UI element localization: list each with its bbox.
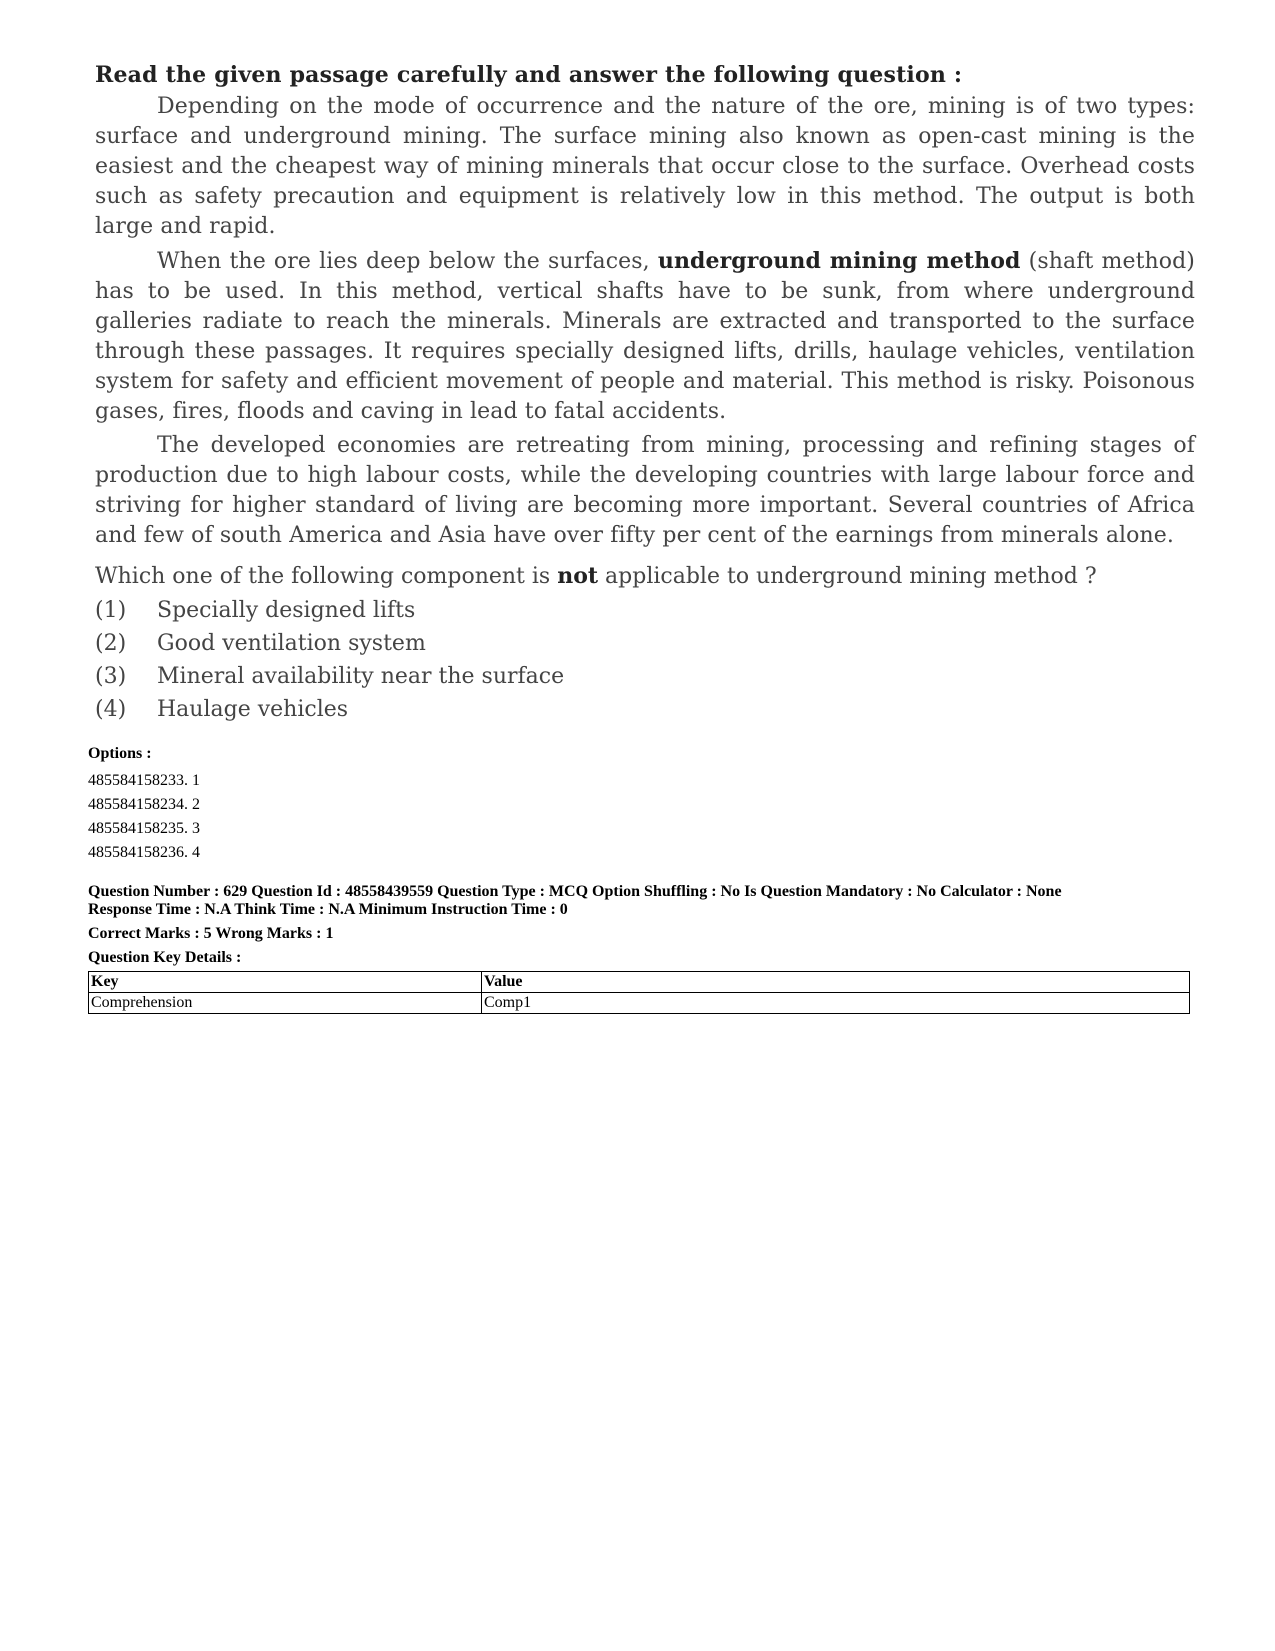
passage-p2-start: When the ore lies deep below the surfaces, bbox=[157, 249, 658, 274]
question-info bbox=[88, 883, 1198, 919]
choice-number: (3) bbox=[95, 663, 127, 689]
choice-number: (1) bbox=[95, 597, 127, 623]
question-text-bold: not bbox=[557, 563, 599, 589]
option-item-2: 485584158234. 2 bbox=[88, 796, 200, 813]
option-item-3: 485584158235. 3 bbox=[88, 820, 200, 837]
choice-4 bbox=[95, 693, 1195, 726]
choice-text: Mineral availability near the surface bbox=[157, 663, 565, 689]
choice-number: (2) bbox=[95, 630, 127, 656]
choice-1 bbox=[95, 594, 1195, 627]
option-item-4: 485584158236. 4 bbox=[88, 844, 200, 861]
key-details-table bbox=[88, 971, 1190, 1014]
passage-paragraph-1: Depending on the mode of occurrence and the nature of the ore, mining is of two types: surface and underground mining. The surface mining also known as open-cast mining is the easiest and the cheapest way of mining minerals that occur close to the surface. Overhead costs such as safety precaution and equipment is relatively low in this method. The output is both large and rapid. bbox=[95, 94, 1195, 239]
question-text bbox=[95, 561, 1195, 592]
options-label: Options : bbox=[88, 745, 152, 762]
choice-text: Specially designed lifts bbox=[157, 597, 416, 623]
question-info-line-1: Question Number : 629 Question Id : 48558439559 Question Type : MCQ Option Shuffling : No Is Question Mandatory : No Calculator : None bbox=[88, 883, 1062, 900]
passage-paragraph-2 bbox=[95, 246, 1195, 427]
table-cell-value: Comp1 bbox=[482, 993, 1190, 1014]
table-header-key: Key bbox=[89, 972, 482, 993]
passage-p2-end: (shaft method) has to be used. In this method, vertical shafts have to be sunk, from where underground galleries radiate to reach the minerals. Minerals are extracted and transported to the surface through these passages. It requires specially designed lifts, drills, haulage vehicles, ventilation system for safety and efficient movement of people and material. This method is risky. Poisonous gases, fires, floods and caving in lead to fatal accidents. bbox=[95, 249, 1195, 424]
marks-info: Correct Marks : 5 Wrong Marks : 1 bbox=[88, 925, 334, 942]
question-choices bbox=[95, 594, 1195, 726]
table-header-row bbox=[89, 972, 1190, 993]
choice-number: (4) bbox=[95, 696, 127, 722]
choice-2 bbox=[95, 627, 1195, 660]
passage-p2-bold: underground mining method bbox=[657, 248, 1021, 274]
question-metadata bbox=[88, 745, 1198, 1014]
option-item-1: 485584158233. 1 bbox=[88, 772, 200, 789]
table-row bbox=[89, 993, 1190, 1014]
table-header-value: Value bbox=[482, 972, 1190, 993]
question-info-line-2: Response Time : N.A Think Time : N.A Minimum Instruction Time : 0 bbox=[88, 901, 568, 918]
key-details-label: Question Key Details : bbox=[88, 949, 242, 966]
choice-text: Haulage vehicles bbox=[157, 696, 349, 722]
choice-text: Good ventilation system bbox=[157, 630, 426, 656]
question-text-end: applicable to underground mining method ? bbox=[598, 564, 1097, 589]
question-text-start: Which one of the following component is bbox=[95, 564, 558, 589]
passage-paragraph-3: The developed economies are retreating from mining, processing and refining stages of production due to high labour costs, while the developing countries with large labour force and striving for higher standard of living are becoming more important. Several countries of Africa and few of south America and Asia have over fifty per cent of the earnings from minerals alone. bbox=[95, 433, 1195, 548]
choice-3 bbox=[95, 660, 1195, 693]
table-cell-key: Comprehension bbox=[89, 993, 482, 1014]
passage-heading: Read the given passage carefully and answer the following question : bbox=[95, 62, 963, 88]
question-passage-image bbox=[95, 60, 1195, 726]
